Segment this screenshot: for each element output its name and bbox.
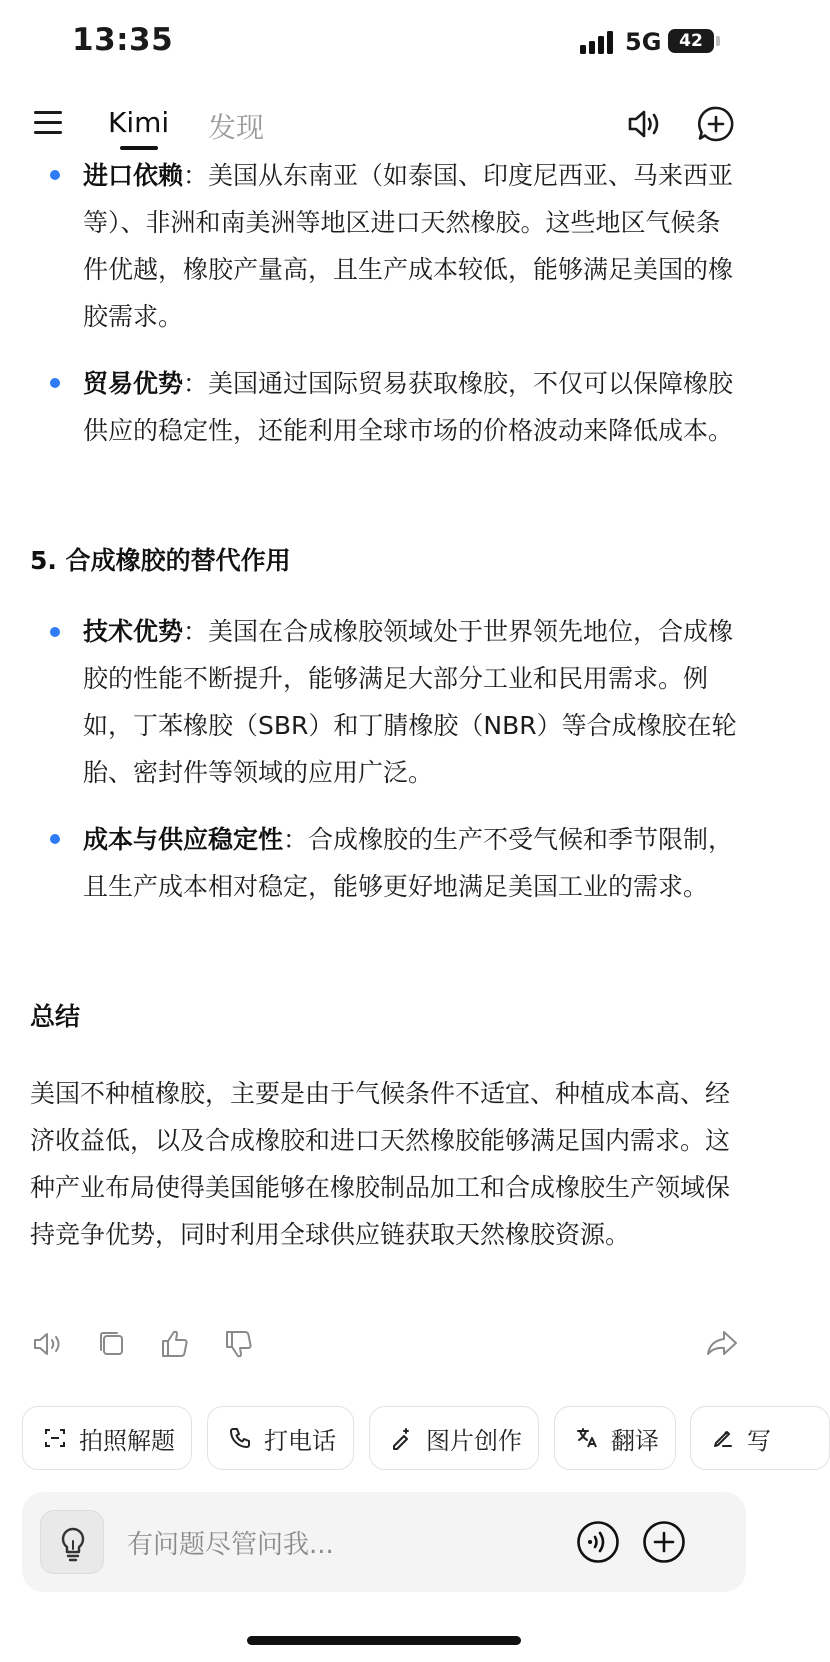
chip-label: 打电话 bbox=[264, 1426, 336, 1455]
top-nav bbox=[0, 90, 768, 160]
copy-icon[interactable] bbox=[94, 1326, 130, 1362]
translate-icon bbox=[575, 1426, 599, 1450]
chip-write[interactable] bbox=[690, 1406, 830, 1470]
menu-icon[interactable] bbox=[34, 110, 64, 136]
list-item-text: ：美国在合成橡胶领域处于世界领先地位，合成橡胶的性能不断提升，能够满足大部分工业和民用需求。例如，丁苯橡胶（SBR）和丁腈橡胶（NBR）等合成橡胶在轮胎、密封件等领域的应用广泛。 bbox=[83, 617, 737, 787]
list-item bbox=[83, 360, 743, 454]
status-bar bbox=[0, 0, 768, 80]
tab-active-indicator bbox=[120, 146, 158, 150]
bullet-dot bbox=[50, 627, 60, 637]
summary-text: 美国不种植橡胶，主要是由于气候条件不适宜、种植成本高、经济收益低，以及合成橡胶和进口天然橡胶能够满足国内需求。这种产业布局使得美国能够在橡胶制品加工和合成橡胶生产领域保持竞争优势，同时利用全球供应链获取天然橡胶资源。 bbox=[30, 1079, 731, 1249]
scan-icon bbox=[43, 1426, 67, 1450]
list-item-term: 技术优势 bbox=[83, 617, 184, 646]
chip-label: 写 bbox=[747, 1426, 771, 1455]
pen-icon bbox=[711, 1426, 735, 1450]
list-item-text: ：美国从东南亚（如泰国、印度尼西亚、马来西亚等）、非洲和南美洲等地区进口天然橡胶。这些地区气候条件优越，橡胶产量高，且生产成本较低，能够满足美国的橡胶需求。 bbox=[83, 161, 734, 331]
phone-icon bbox=[228, 1426, 252, 1450]
tab-kimi[interactable]: Kimi bbox=[108, 106, 170, 139]
list-item bbox=[83, 608, 743, 796]
chip-phone-call[interactable] bbox=[207, 1406, 354, 1470]
thumbs-up-icon[interactable] bbox=[158, 1326, 194, 1362]
speaker-icon[interactable] bbox=[624, 104, 664, 144]
list-item-text: ：合成橡胶的生产不受气候和季节限制，且生产成本相对稳定，能够更好地满足美国工业的需求。 bbox=[83, 825, 734, 901]
bullet-dot bbox=[50, 170, 60, 180]
message-action-bar bbox=[0, 1326, 768, 1376]
thumbs-down-icon[interactable] bbox=[222, 1326, 258, 1362]
tab-discover[interactable]: 发现 bbox=[208, 111, 265, 144]
list-item bbox=[83, 816, 743, 910]
quick-action-chips bbox=[0, 1406, 771, 1472]
chat-input-box bbox=[22, 1492, 746, 1592]
image-create-icon bbox=[390, 1426, 414, 1450]
bullet-dot bbox=[50, 834, 60, 844]
battery-tip bbox=[716, 36, 720, 46]
section-heading: 5. 合成橡胶的替代作用 bbox=[30, 546, 291, 575]
list-item-term: 成本与供应稳定性 bbox=[83, 825, 284, 854]
speaker-icon[interactable] bbox=[30, 1326, 66, 1362]
chip-translate[interactable] bbox=[554, 1406, 676, 1470]
chip-label: 图片创作 bbox=[426, 1426, 522, 1455]
signal-icon bbox=[580, 30, 616, 54]
new-chat-icon[interactable] bbox=[696, 104, 736, 144]
lightbulb-icon bbox=[41, 1511, 105, 1575]
chip-image-create[interactable] bbox=[369, 1406, 539, 1470]
chip-label: 翻译 bbox=[611, 1426, 659, 1455]
summary-heading: 总结 bbox=[30, 1002, 81, 1031]
chip-photo-solve[interactable] bbox=[22, 1406, 192, 1470]
status-time: 13:35 bbox=[72, 22, 174, 58]
list-item bbox=[83, 152, 743, 340]
inspiration-button[interactable] bbox=[40, 1510, 104, 1574]
list-item-text: ：美国通过国际贸易获取橡胶，不仅可以保障橡胶供应的稳定性，还能利用全球市场的价格波动来降低成本。 bbox=[83, 369, 734, 445]
battery-icon: 42 bbox=[668, 29, 714, 53]
share-icon[interactable] bbox=[704, 1326, 740, 1362]
message-input[interactable]: 有问题尽管问我... bbox=[127, 1530, 334, 1560]
add-icon[interactable] bbox=[642, 1520, 686, 1564]
bullet-dot bbox=[50, 378, 60, 388]
network-type: 5G bbox=[625, 28, 662, 56]
list-item-term: 进口依赖 bbox=[83, 161, 184, 190]
list-item-term: 贸易优势 bbox=[83, 369, 184, 398]
chip-label: 拍照解题 bbox=[79, 1426, 175, 1455]
home-indicator bbox=[247, 1636, 521, 1645]
voice-call-icon[interactable] bbox=[576, 1520, 620, 1564]
